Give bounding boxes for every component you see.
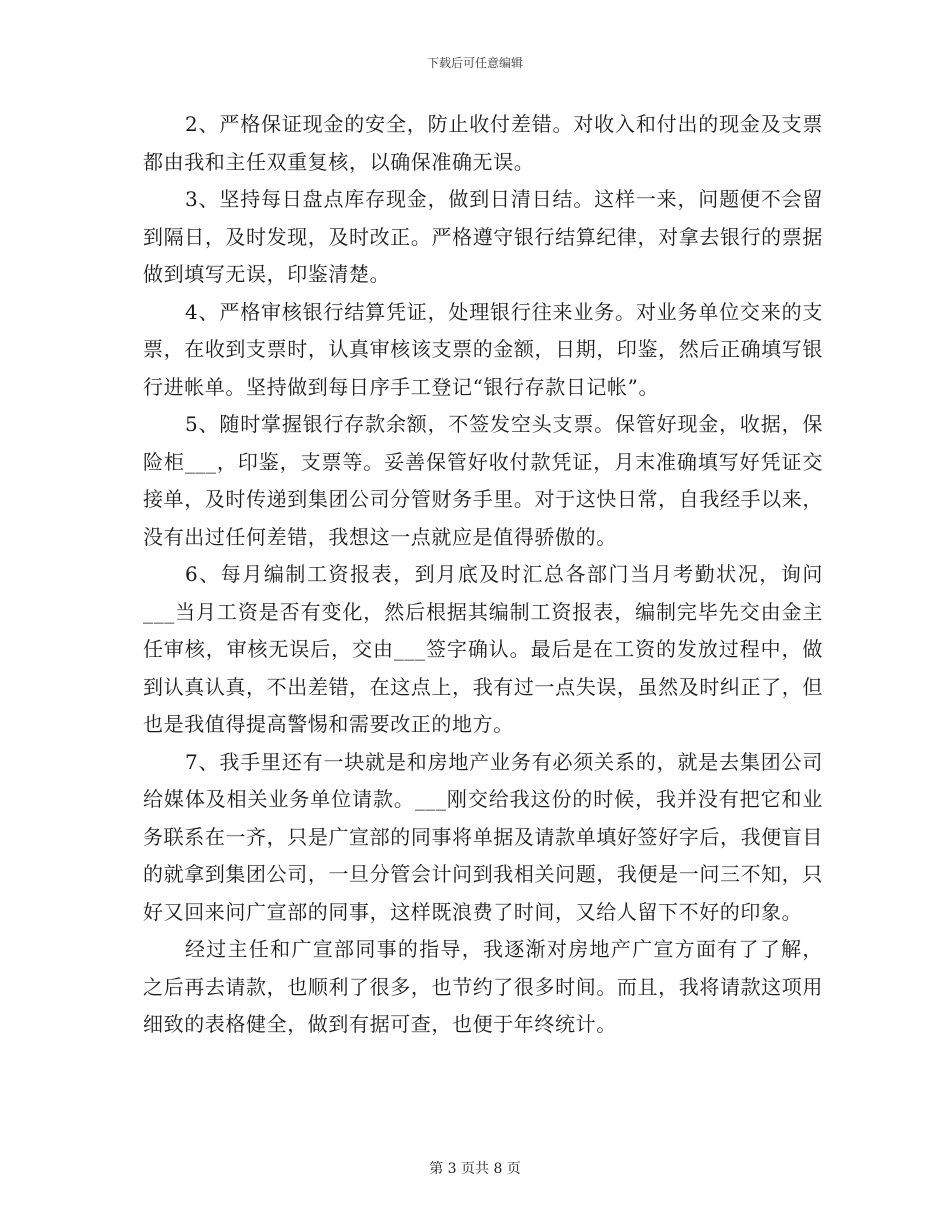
paragraph-item-5: 5、随时掌握银行存款余额，不签发空头支票。保管好现金，收据，保险柜___，印鉴，支票等。妥善保管好收付款凭证，月末准确填写好凭证交接单，及时传递到集团公司分管财务手里。对于这快日常，自我经手以来，没有出过任何差错，我想这一点就应是值得骄傲的。 [143,412,823,549]
paragraph-conclusion: 经过主任和广宣部同事的指导，我逐渐对房地产广宣方面有了了解，之后再去请款，也顺利了很多，也节约了很多时间。而且，我将请款这项用细致的表格健全，做到有据可查，也便于年终统计。 [143,937,823,1036]
paragraph-item-4: 4、严格审核银行结算凭证，处理银行往来业务。对业务单位交来的支票，在收到支票时，认真审核该支票的金额，日期，印鉴，然后正确填写银行进帐单。坚持做到每日序手工登记“银行存款日记帐”。 [143,299,823,399]
document-body [143,106,823,1044]
page-header: 下载后可任意编辑 [426,56,523,70]
page-number: 第 3 页共 8 页 [429,1161,521,1177]
paragraph-item-3: 3、坚持每日盘点库存现金，做到日清日结。这样一来，问题便不会留到隔日，及时发现，及时改正。严格遵守银行结算纪律，对拿去银行的票据做到填写无误，印鉴清楚。 [143,187,823,286]
paragraph-item-2: 2、严格保证现金的安全，防止收付差错。对收入和付出的现金及支票都由我和主任双重复核，以确保准确无误。 [143,112,823,174]
paragraph-item-6: 6、每月编制工资报表，到月底及时汇总各部门当月考勤状况，询问___当月工资是否有变化，然后根据其编制工资报表，编制完毕先交由金主任审核，审核无误后，交由___签字确认。最后是在工资的发放过程中，做到认真认真，不出差错，在这点上，我有过一点失误，虽然及时纠正了，但也是我值得提高警惕和需要改正的地方。 [143,562,823,736]
paragraph-item-7: 7、我手里还有一块就是和房地产业务有必须关系的，就是去集团公司给媒体及相关业务单位请款。___刚交给我这份的时候，我并没有把它和业务联系在一齐，只是广宣部的同事将单据及请款单填好签好字后，我便盲目的就拿到集团公司，一旦分管会计问到我相关问题，我便是一问三不知，只好又回来问广宣部的同事，这样既浪费了时间，又给人留下不好的印象。 [143,749,823,924]
